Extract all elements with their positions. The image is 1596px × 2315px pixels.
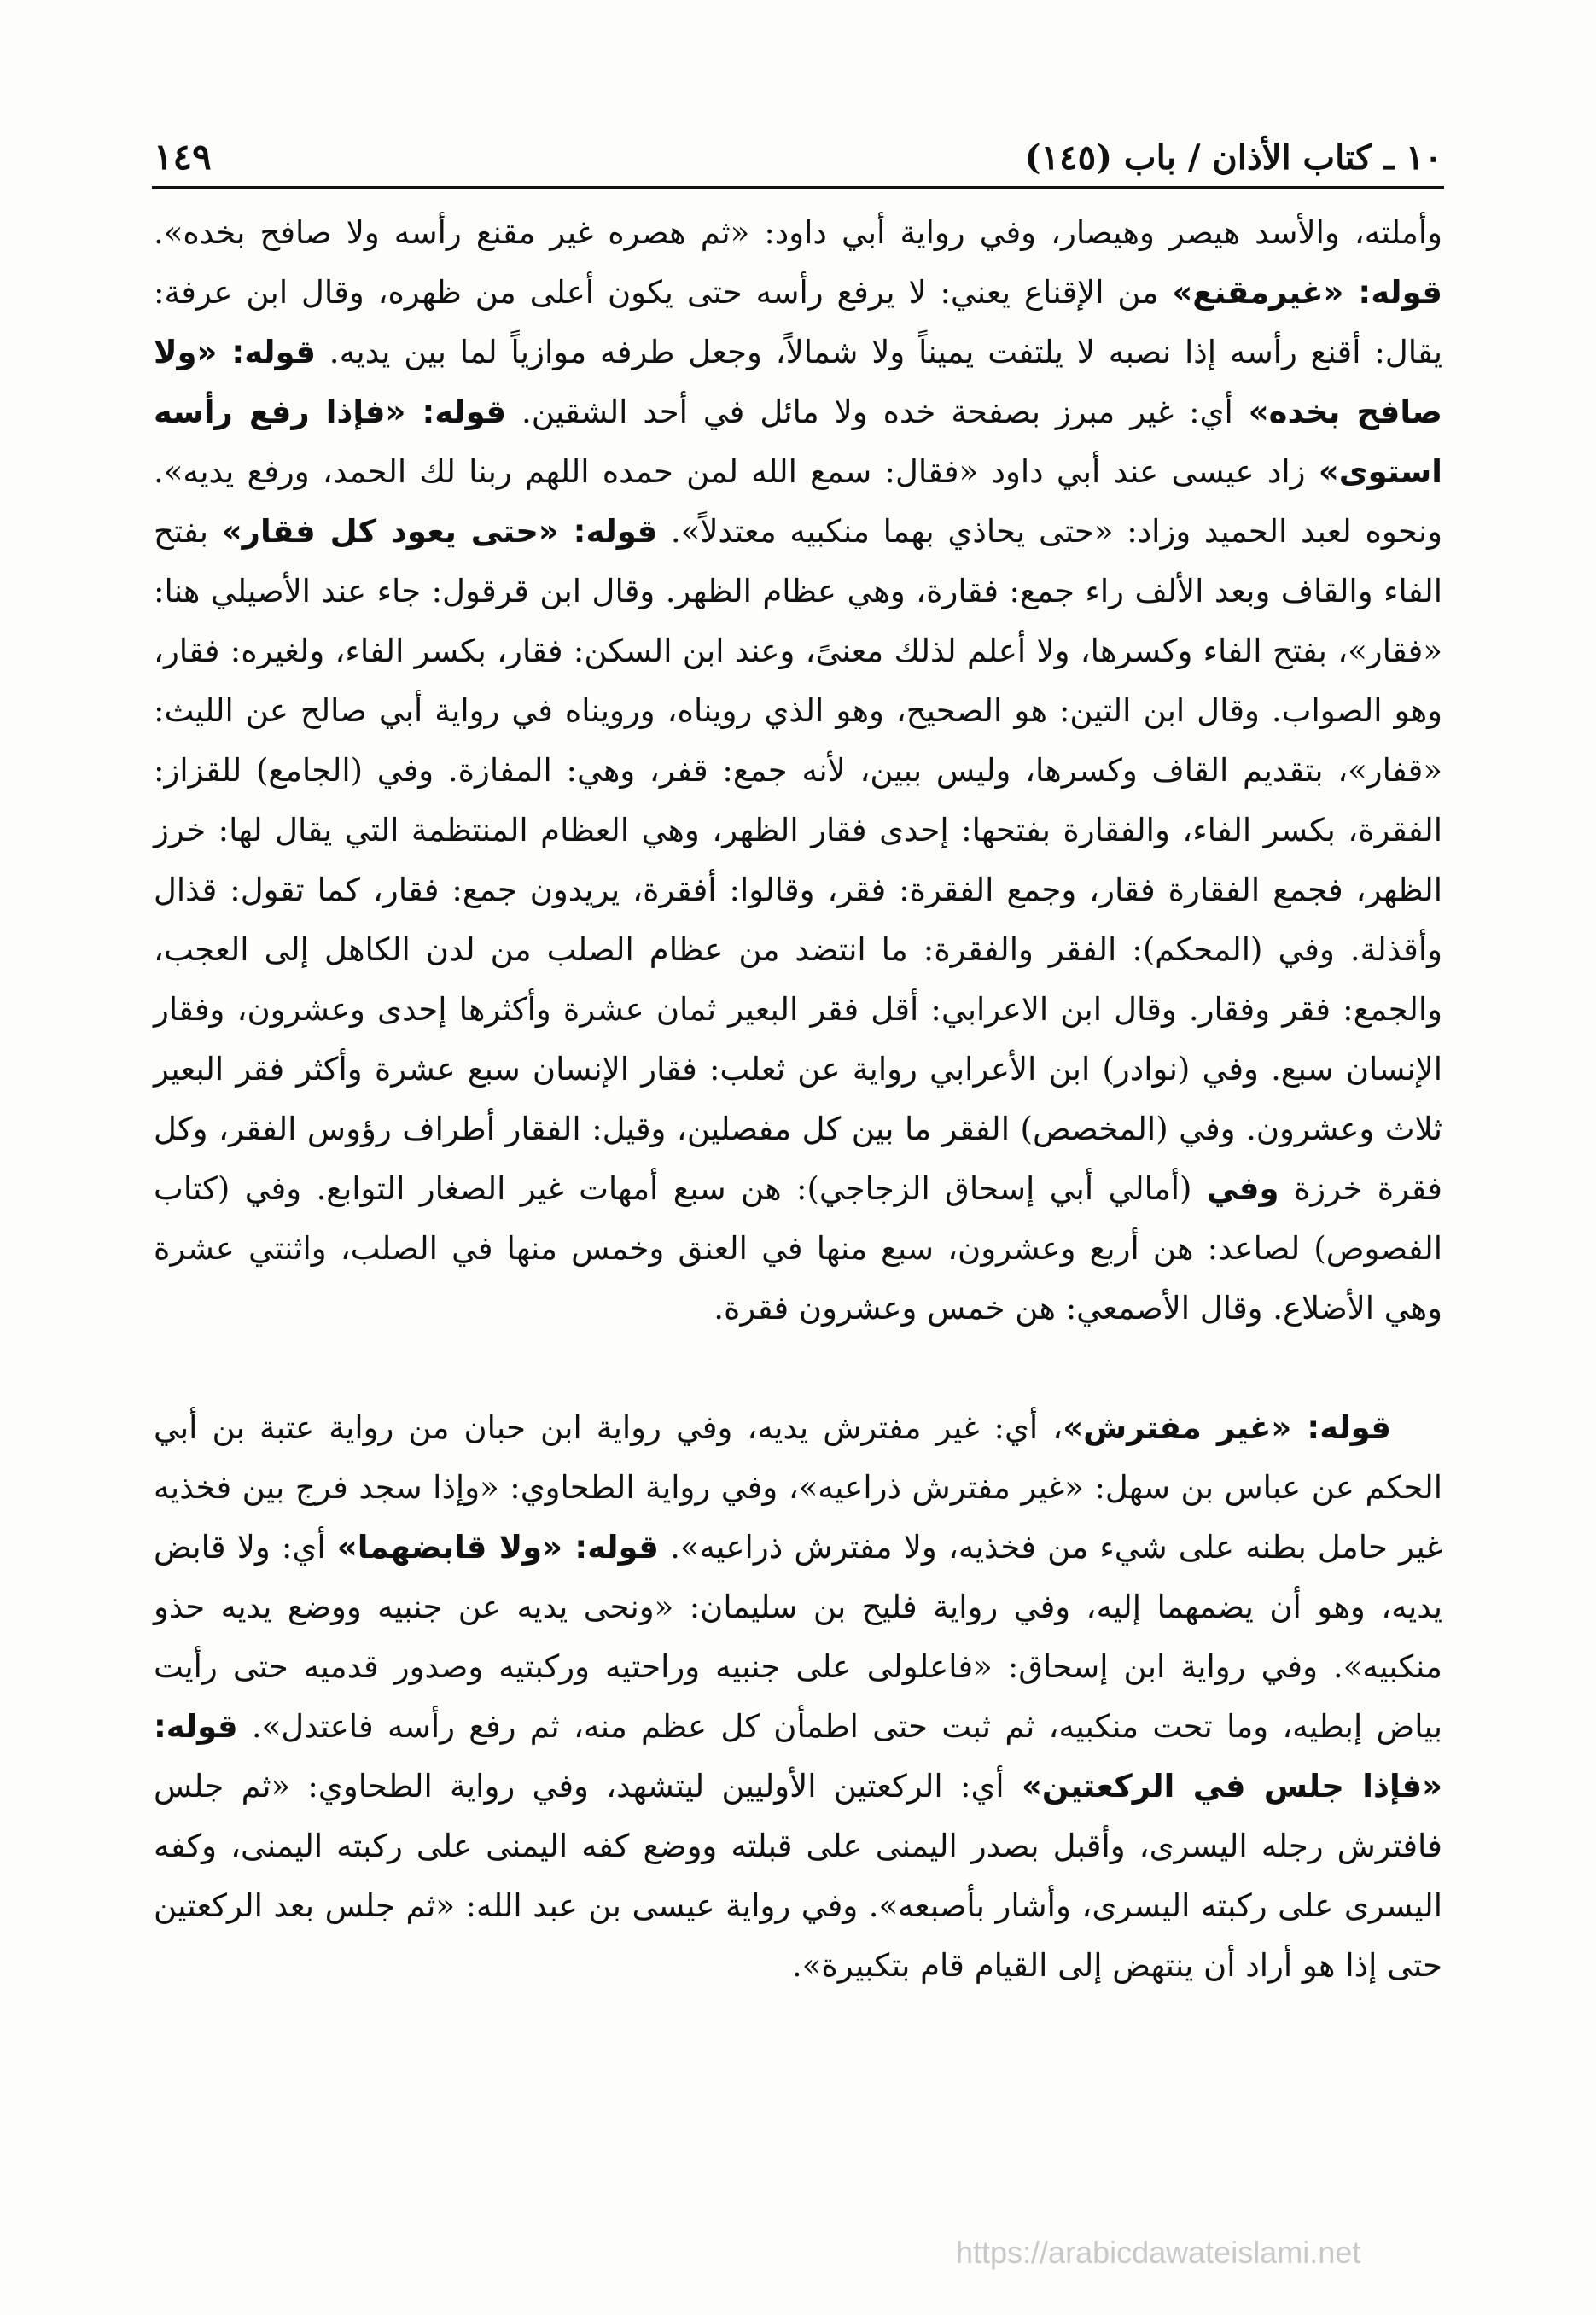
paragraph-gap (154, 1338, 1442, 1398)
page-number: ١٤٩ (154, 136, 212, 178)
keyword-quote: قوله: «غيرمقنع» (1172, 274, 1442, 311)
text-run: وأملته، والأسد هيصر وهيصار، وفي رواية أبي داود: «ثم هصره غير مقنع رأسه ولا صافح بخده». (154, 214, 1442, 251)
paragraph-1 (154, 203, 1442, 1338)
keyword-quote: قوله: «غير مفترش» (1063, 1409, 1391, 1446)
text-run: أي: الركعتين الأوليين ليتشهد، وفي رواية الطحاوي: «ثم جلس فافترش رجله اليسرى، وأقبل بصدر اليمنى على قبلته ووضع كفه اليمنى على ركبته اليمنى، وكفه اليسرى على ركبته اليسرى، وأشار بأصبعه». وفي رواية عيسى بن عبد الله: «ثم جلس بعد الركعتين حتى إذا هو أراد أن ينتهض إلى القيام قام بتكبيرة». (154, 1768, 1442, 1984)
keyword-quote: قوله: «فإذا رفع رأسه استوى» (154, 394, 1442, 490)
keyword-quote: قوله: «فإذا جلس في الركعتين» (154, 1708, 1442, 1805)
text-run: ، أي: غير مفترش يديه، وفي رواية ابن حبان من رواية عتبة بن أبي الحكم عن عباس بن سهل: «غير مفترش ذراعيه»، وفي رواية الطحاوي: «وإذا سجد فرج بين فخذيه غير حامل بطنه على شيء من فخذيه، ولا مفترش ذراعيه». (154, 1409, 1443, 1566)
page-header (154, 118, 1442, 178)
text-run: (أمالي أبي إسحاق الزجاجي): هن سبع أمهات غير الصغار التوابع. وفي (كتاب الفصوص) لصاعد: هن أربع وعشرون، سبع منها في العنق وخمس منها في الصلب، واثنتي عشرة وهي الأضلاع. وقال الأصمعي: هن خمس وعشرون فقرة. (154, 1170, 1442, 1327)
watermark-url: https://arabicdawateislami.net (956, 2235, 1361, 2270)
text-run: زاد عيسى عند أبي داود «فقال: سمع الله لمن حمده اللهم ربنا لك الحمد، ورفع يديه». ونحوه لعبد الحميد وزاد: «حتى يحاذي بهما منكبيه معتدلاً». (154, 453, 1442, 550)
running-title: ١٠ ـ كتاب الأذان / باب (١٤٥) (1024, 137, 1442, 178)
keyword-quote: قوله: «ولا قابضهما» (336, 1529, 659, 1566)
keyword-quote: قوله: «ولا صافح بخده» (154, 334, 1442, 430)
text-run: أي: غير مبرز بصفحة خده ولا مائل في أحد الشقين. (506, 394, 1249, 430)
header-rule (152, 186, 1444, 189)
keyword-quote: قوله: «حتى يعود كل فقار» (221, 513, 658, 550)
text-run: أي: ولا قابض يديه، وهو أن يضمهما إليه، وفي رواية فليح بن سليمان: «ونحى يديه عن جنبيه ووضع يديه حذو منكبيه». وفي رواية ابن إسحاق: «فاعلولى على جنبيه وراحتيه وركبتيه وصدور قدميه حتى رأيت بياض إبطيه، وما تحت منكبيه، ثم ثبت حتى اطمأن كل عظم منه، ثم رفع رأسه فاعتدل». (154, 1529, 1442, 1745)
body-text (154, 203, 1442, 1996)
text-run: من الإقناع يعني: لا يرفع رأسه حتى يكون أعلى من ظهره، وقال ابن عرفة: يقال: أقنع رأسه إذا نصبه لا يلتفت يميناً ولا شمالاً، وجعل طرفه موازياً لما بين يديه. (154, 274, 1442, 370)
text-run: بفتح الفاء والقاف وبعد الألف راء جمع: فقارة، وهي عظام الظهر. وقال ابن قرقول: جاء عند الأصيلي هنا: «فقار»، بفتح الفاء وكسرها، ولا أعلم لذلك معنىً، وعند ابن السكن: فقار، بكسر الفاء، ولغيره: فقار، وهو الصواب. وقال ابن التين: هو الصحيح، وهو الذي رويناه، ورويناه في رواية أبي صالح عن الليث: «قفار»، بتقديم القاف وكسرها، وليس ببين، لأنه جمع: قفر، وهي: المفازة. وفي (الجامع) للقزاز: الفقرة، بكسر الفاء، والفقارة بفتحها: إحدى فقار الظهر، وهي العظام المنتظمة التي يقال لها: خرز الظهر، فجمع الفقارة فقار، وجمع الفقرة: فقر، وقالوا: أفقرة، يريدون جمع: فقار، كما تقول: قذال وأقذلة. وفي (المحكم): الفقر والفقرة: ما انتضد من عظام الصلب من لدن الكاهل إلى العجب، والجمع: فقر وفقار. وقال ابن الاعرابي: أقل فقر البعير ثمان عشرة وأكثرها إحدى وعشرون، وفقار الإنسان سبع. وفي (نوادر) ابن الأعرابي رواية عن ثعلب: فقار الإنسان سبع عشرة وأكثر فقر البعير ثلاث وعشرون. وفي (المخصص) الفقر ما بين كل مفصلين، وقيل: الفقار أطراف رؤوس الفقر، وكل فقرة خرزة (154, 513, 1443, 1207)
paragraph-2 (154, 1398, 1442, 1996)
keyword-quote: وفي (1206, 1170, 1279, 1207)
